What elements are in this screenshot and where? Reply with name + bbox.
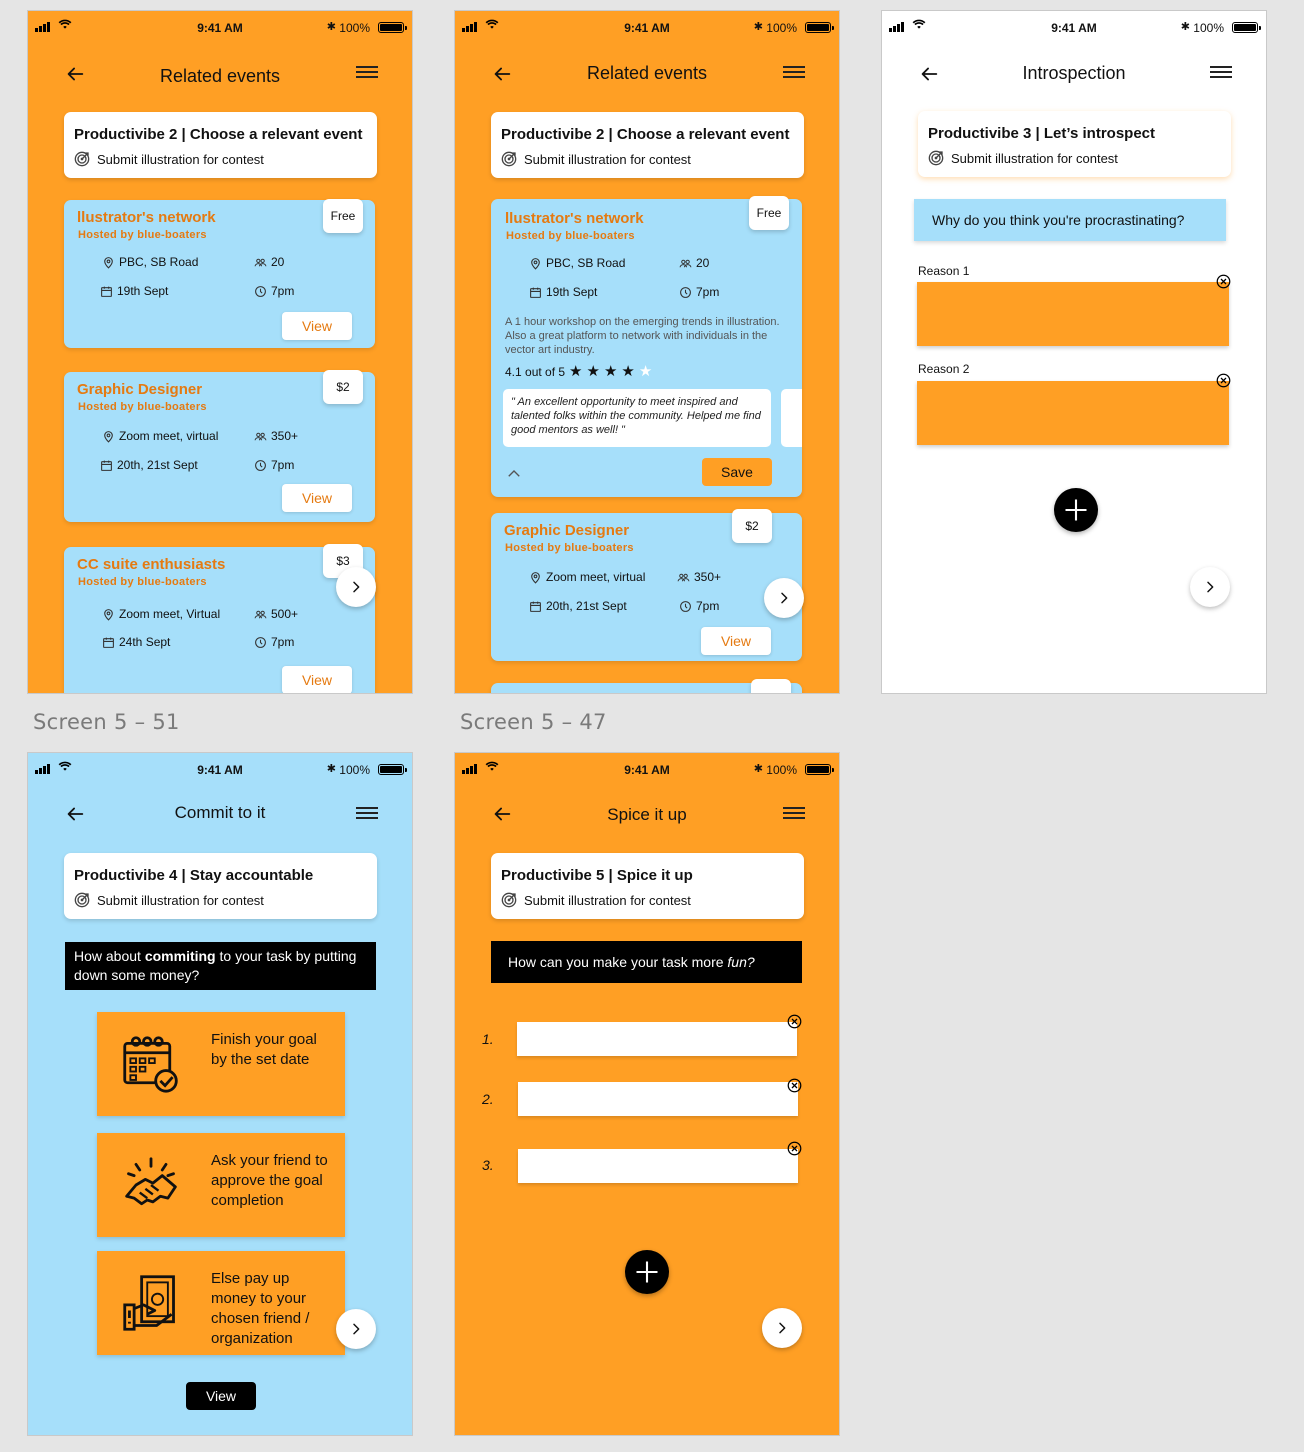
question-text: Why do you think you're procrastinating? xyxy=(932,212,1185,228)
next-review-card[interactable] xyxy=(781,389,802,447)
battery-percent: 100% xyxy=(766,21,797,35)
event-host: Hosted by blue-boaters xyxy=(78,401,207,413)
screen-related-events-list xyxy=(27,10,413,694)
challenge-header-card xyxy=(64,853,377,919)
event-description: A 1 hour workshop on the emerging trends in illustration. Also a great platform to network with individuals in the vector art industry. xyxy=(505,316,780,356)
event-date: 20th, 21st Sept xyxy=(529,599,627,613)
bluetooth-icon: ✱ xyxy=(1180,21,1190,33)
money-hand-icon xyxy=(121,1273,181,1333)
status-bar xyxy=(28,753,412,783)
challenge-title: Productivibe 2 | Choose a relevant event xyxy=(501,126,790,143)
chevron-right-icon xyxy=(1202,579,1218,595)
star-icon: ★ xyxy=(586,363,600,380)
battery-icon xyxy=(378,22,404,33)
close-circle-icon[interactable] xyxy=(787,1141,802,1156)
challenge-subtitle: Submit illustration for contest xyxy=(951,151,1118,166)
idea-input[interactable] xyxy=(518,1149,798,1183)
reason-label: Reason 1 xyxy=(918,264,970,278)
battery-icon xyxy=(805,22,831,33)
reason-label: Reason 2 xyxy=(918,362,970,376)
target-icon xyxy=(928,150,944,166)
plus-icon xyxy=(633,1258,661,1286)
chevron-right-icon xyxy=(776,590,792,606)
event-name: llustrator's network xyxy=(505,210,644,227)
event-name: CC suite enthusiasts xyxy=(77,556,226,573)
event-host: Hosted by blue-boaters xyxy=(78,576,207,588)
event-time: 7pm xyxy=(679,599,719,613)
challenge-title: Productivibe 4 | Stay accountable xyxy=(74,867,314,884)
location-pin-icon xyxy=(529,571,542,584)
hamburger-menu-icon[interactable] xyxy=(1210,66,1232,80)
next-button[interactable] xyxy=(336,1309,376,1349)
calendar-icon xyxy=(102,636,115,649)
event-location: Zoom meet, Virtual xyxy=(102,607,220,621)
event-attendees: 20 xyxy=(679,256,709,270)
prompt-text: How about commiting to your task by putting down some money? xyxy=(74,948,357,983)
event-host: Hosted by blue-boaters xyxy=(505,542,634,554)
battery-percent: 100% xyxy=(339,21,370,35)
bluetooth-icon: ✱ xyxy=(753,763,763,775)
back-arrow-icon[interactable] xyxy=(916,63,942,85)
back-arrow-icon[interactable] xyxy=(62,63,88,85)
event-date: 19th Sept xyxy=(529,285,597,299)
clock-icon xyxy=(679,600,692,613)
price-badge: $2 xyxy=(323,370,363,404)
challenge-header-card xyxy=(491,112,804,178)
close-circle-icon[interactable] xyxy=(787,1014,802,1029)
target-icon xyxy=(501,151,517,167)
page-title: Introspection xyxy=(1022,63,1126,83)
battery-icon xyxy=(378,764,404,775)
people-icon xyxy=(254,430,267,443)
list-number: 1. xyxy=(482,1031,494,1047)
screen-commit-to-it xyxy=(27,752,413,1436)
next-button[interactable] xyxy=(1190,567,1230,607)
idea-input[interactable] xyxy=(517,1022,797,1056)
close-circle-icon[interactable] xyxy=(787,1078,802,1093)
prompt-text: How can you make your task more fun? xyxy=(508,954,755,970)
star-icon: ★ xyxy=(569,363,583,380)
event-location: PBC, SB Road xyxy=(102,255,198,269)
event-host: Hosted by blue-boaters xyxy=(506,230,635,242)
event-date: 19th Sept xyxy=(100,284,168,298)
challenge-header-card xyxy=(64,112,377,178)
target-icon xyxy=(501,892,517,908)
people-icon xyxy=(254,256,267,269)
collapse-chevron-up-icon[interactable] xyxy=(505,465,523,483)
challenge-title: Productivibe 3 | Let’s introspect xyxy=(928,125,1156,142)
rating-text: 4.1 out of 5 xyxy=(505,364,566,379)
status-time: 9:41 AM xyxy=(197,763,243,777)
price-badge: Free xyxy=(749,196,789,230)
challenge-header-card xyxy=(491,853,804,919)
prompt-banner xyxy=(491,941,802,983)
commit-option-text: Finish your goal by the set date xyxy=(211,1031,317,1068)
challenge-subtitle: Submit illustration for contest xyxy=(97,893,264,908)
list-number: 2. xyxy=(482,1091,494,1107)
event-time: 7pm xyxy=(254,635,294,649)
status-time: 9:41 AM xyxy=(624,21,670,35)
star-icon: ★ xyxy=(603,363,618,380)
add-idea-button[interactable] xyxy=(625,1250,669,1294)
frame-label: Screen 5 – 47 xyxy=(460,710,607,734)
commit-option-card[interactable] xyxy=(97,1012,345,1116)
challenge-title: Productivibe 5 | Spice it up xyxy=(501,867,693,884)
event-time: 7pm xyxy=(254,284,294,298)
battery-percent: 100% xyxy=(339,763,370,777)
calendar-icon xyxy=(529,600,542,613)
reason-input[interactable] xyxy=(917,381,1229,445)
next-button[interactable] xyxy=(764,578,804,618)
clock-icon xyxy=(254,636,267,649)
commit-option-text: Ask your friend to approve the goal completion xyxy=(211,1152,328,1209)
back-arrow-icon[interactable] xyxy=(489,803,515,825)
view-button[interactable]: View xyxy=(701,627,771,655)
event-name: Graphic Designer xyxy=(504,522,630,539)
plus-icon xyxy=(1062,496,1090,524)
next-button[interactable] xyxy=(336,567,376,607)
page-title: Related events xyxy=(586,63,708,83)
screen-related-events-expanded xyxy=(454,10,840,694)
add-reason-button[interactable] xyxy=(1054,488,1098,532)
event-location: PBC, SB Road xyxy=(529,256,625,270)
calendar-icon xyxy=(529,286,542,299)
calendar-icon xyxy=(100,459,113,472)
event-attendees: 20 xyxy=(254,255,284,269)
view-button[interactable]: View xyxy=(186,1382,256,1410)
battery-percent: 100% xyxy=(766,763,797,777)
event-card-expanded[interactable] xyxy=(491,199,802,497)
commit-option-card[interactable] xyxy=(97,1133,345,1237)
screen-introspection xyxy=(881,10,1267,694)
handshake-icon xyxy=(121,1155,181,1215)
price-badge: $3 xyxy=(323,544,363,578)
view-button[interactable]: View xyxy=(282,666,352,694)
view-button[interactable]: View xyxy=(282,312,352,340)
save-button[interactable]: Save xyxy=(702,458,772,486)
target-icon xyxy=(74,892,90,908)
event-name: llustrator's network xyxy=(77,209,216,226)
event-time: 7pm xyxy=(679,285,719,299)
event-name: Graphic Designer xyxy=(77,381,203,398)
event-attendees: 500+ xyxy=(254,607,298,621)
battery-percent: 100% xyxy=(1193,21,1224,35)
bluetooth-icon: ✱ xyxy=(326,21,336,33)
people-icon xyxy=(254,608,267,621)
people-icon xyxy=(677,571,690,584)
chevron-right-icon xyxy=(774,1320,790,1336)
list-number: 3. xyxy=(482,1157,494,1173)
event-rating xyxy=(505,364,652,379)
challenge-title: Productivibe 2 | Choose a relevant event xyxy=(74,126,363,143)
star-empty-icon: ★ xyxy=(638,363,653,380)
star-icon: ★ xyxy=(621,363,635,380)
status-time: 9:41 AM xyxy=(197,21,243,35)
hamburger-menu-icon[interactable] xyxy=(783,807,805,821)
screen-spice-it-up xyxy=(454,752,840,1436)
challenge-subtitle: Submit illustration for contest xyxy=(524,152,691,167)
chevron-right-icon xyxy=(348,579,364,595)
reason-input[interactable] xyxy=(917,282,1229,346)
idea-input[interactable] xyxy=(518,1082,798,1116)
battery-icon xyxy=(805,764,831,775)
calendar-check-icon xyxy=(121,1034,181,1094)
event-attendees: 350+ xyxy=(254,429,298,443)
price-badge: $2 xyxy=(732,509,772,543)
hamburger-menu-icon[interactable] xyxy=(356,807,378,821)
close-circle-icon[interactable] xyxy=(1216,274,1231,289)
close-circle-icon[interactable] xyxy=(1216,373,1231,388)
location-pin-icon xyxy=(102,256,115,269)
status-time: 9:41 AM xyxy=(624,763,670,777)
event-date: 24th Sept xyxy=(102,635,170,649)
target-icon xyxy=(74,151,90,167)
people-icon xyxy=(679,257,692,270)
next-button[interactable] xyxy=(762,1308,802,1348)
status-bar xyxy=(28,11,412,41)
price-badge: Free xyxy=(323,199,363,233)
bluetooth-icon: ✱ xyxy=(326,763,336,775)
page-title: Related events xyxy=(159,66,281,86)
back-arrow-icon[interactable] xyxy=(489,63,515,85)
calendar-icon xyxy=(100,285,113,298)
hamburger-menu-icon[interactable] xyxy=(356,66,378,80)
location-pin-icon xyxy=(102,430,115,443)
challenge-subtitle: Submit illustration for contest xyxy=(524,893,691,908)
back-arrow-icon[interactable] xyxy=(62,803,88,825)
clock-icon xyxy=(254,285,267,298)
review-quote: " An excellent opportunity to meet inspired and talented folks within the community. Helped me find good mentors as well! " xyxy=(503,389,771,447)
event-host: Hosted by blue-boaters xyxy=(78,229,207,241)
clock-icon xyxy=(254,459,267,472)
view-button[interactable]: View xyxy=(282,484,352,512)
status-time: 9:41 AM xyxy=(1051,21,1097,35)
bluetooth-icon: ✱ xyxy=(753,21,763,33)
frame-label: Screen 5 – 51 xyxy=(33,710,180,734)
chevron-right-icon xyxy=(348,1321,364,1337)
event-location: Zoom meet, virtual xyxy=(102,429,218,443)
location-pin-icon xyxy=(102,608,115,621)
challenge-subtitle: Submit illustration for contest xyxy=(97,152,264,167)
page-title: Spice it up xyxy=(607,805,687,824)
status-bar xyxy=(455,11,839,41)
price-badge-partial xyxy=(751,679,791,694)
event-location: Zoom meet, virtual xyxy=(529,570,645,584)
battery-icon xyxy=(1232,22,1258,33)
page-title: Commit to it xyxy=(174,803,266,822)
event-date: 20th, 21st Sept xyxy=(100,458,198,472)
status-bar xyxy=(882,11,1266,41)
question-banner xyxy=(914,199,1226,241)
commit-option-card[interactable] xyxy=(97,1251,345,1355)
prompt-banner xyxy=(65,942,376,990)
hamburger-menu-icon[interactable] xyxy=(783,66,805,80)
clock-icon xyxy=(679,286,692,299)
location-pin-icon xyxy=(529,257,542,270)
status-bar xyxy=(455,753,839,783)
challenge-header-card xyxy=(918,111,1231,177)
event-attendees: 350+ xyxy=(677,570,721,584)
event-time: 7pm xyxy=(254,458,294,472)
commit-option-text: Else pay up money to your chosen friend / organization xyxy=(211,1270,310,1347)
